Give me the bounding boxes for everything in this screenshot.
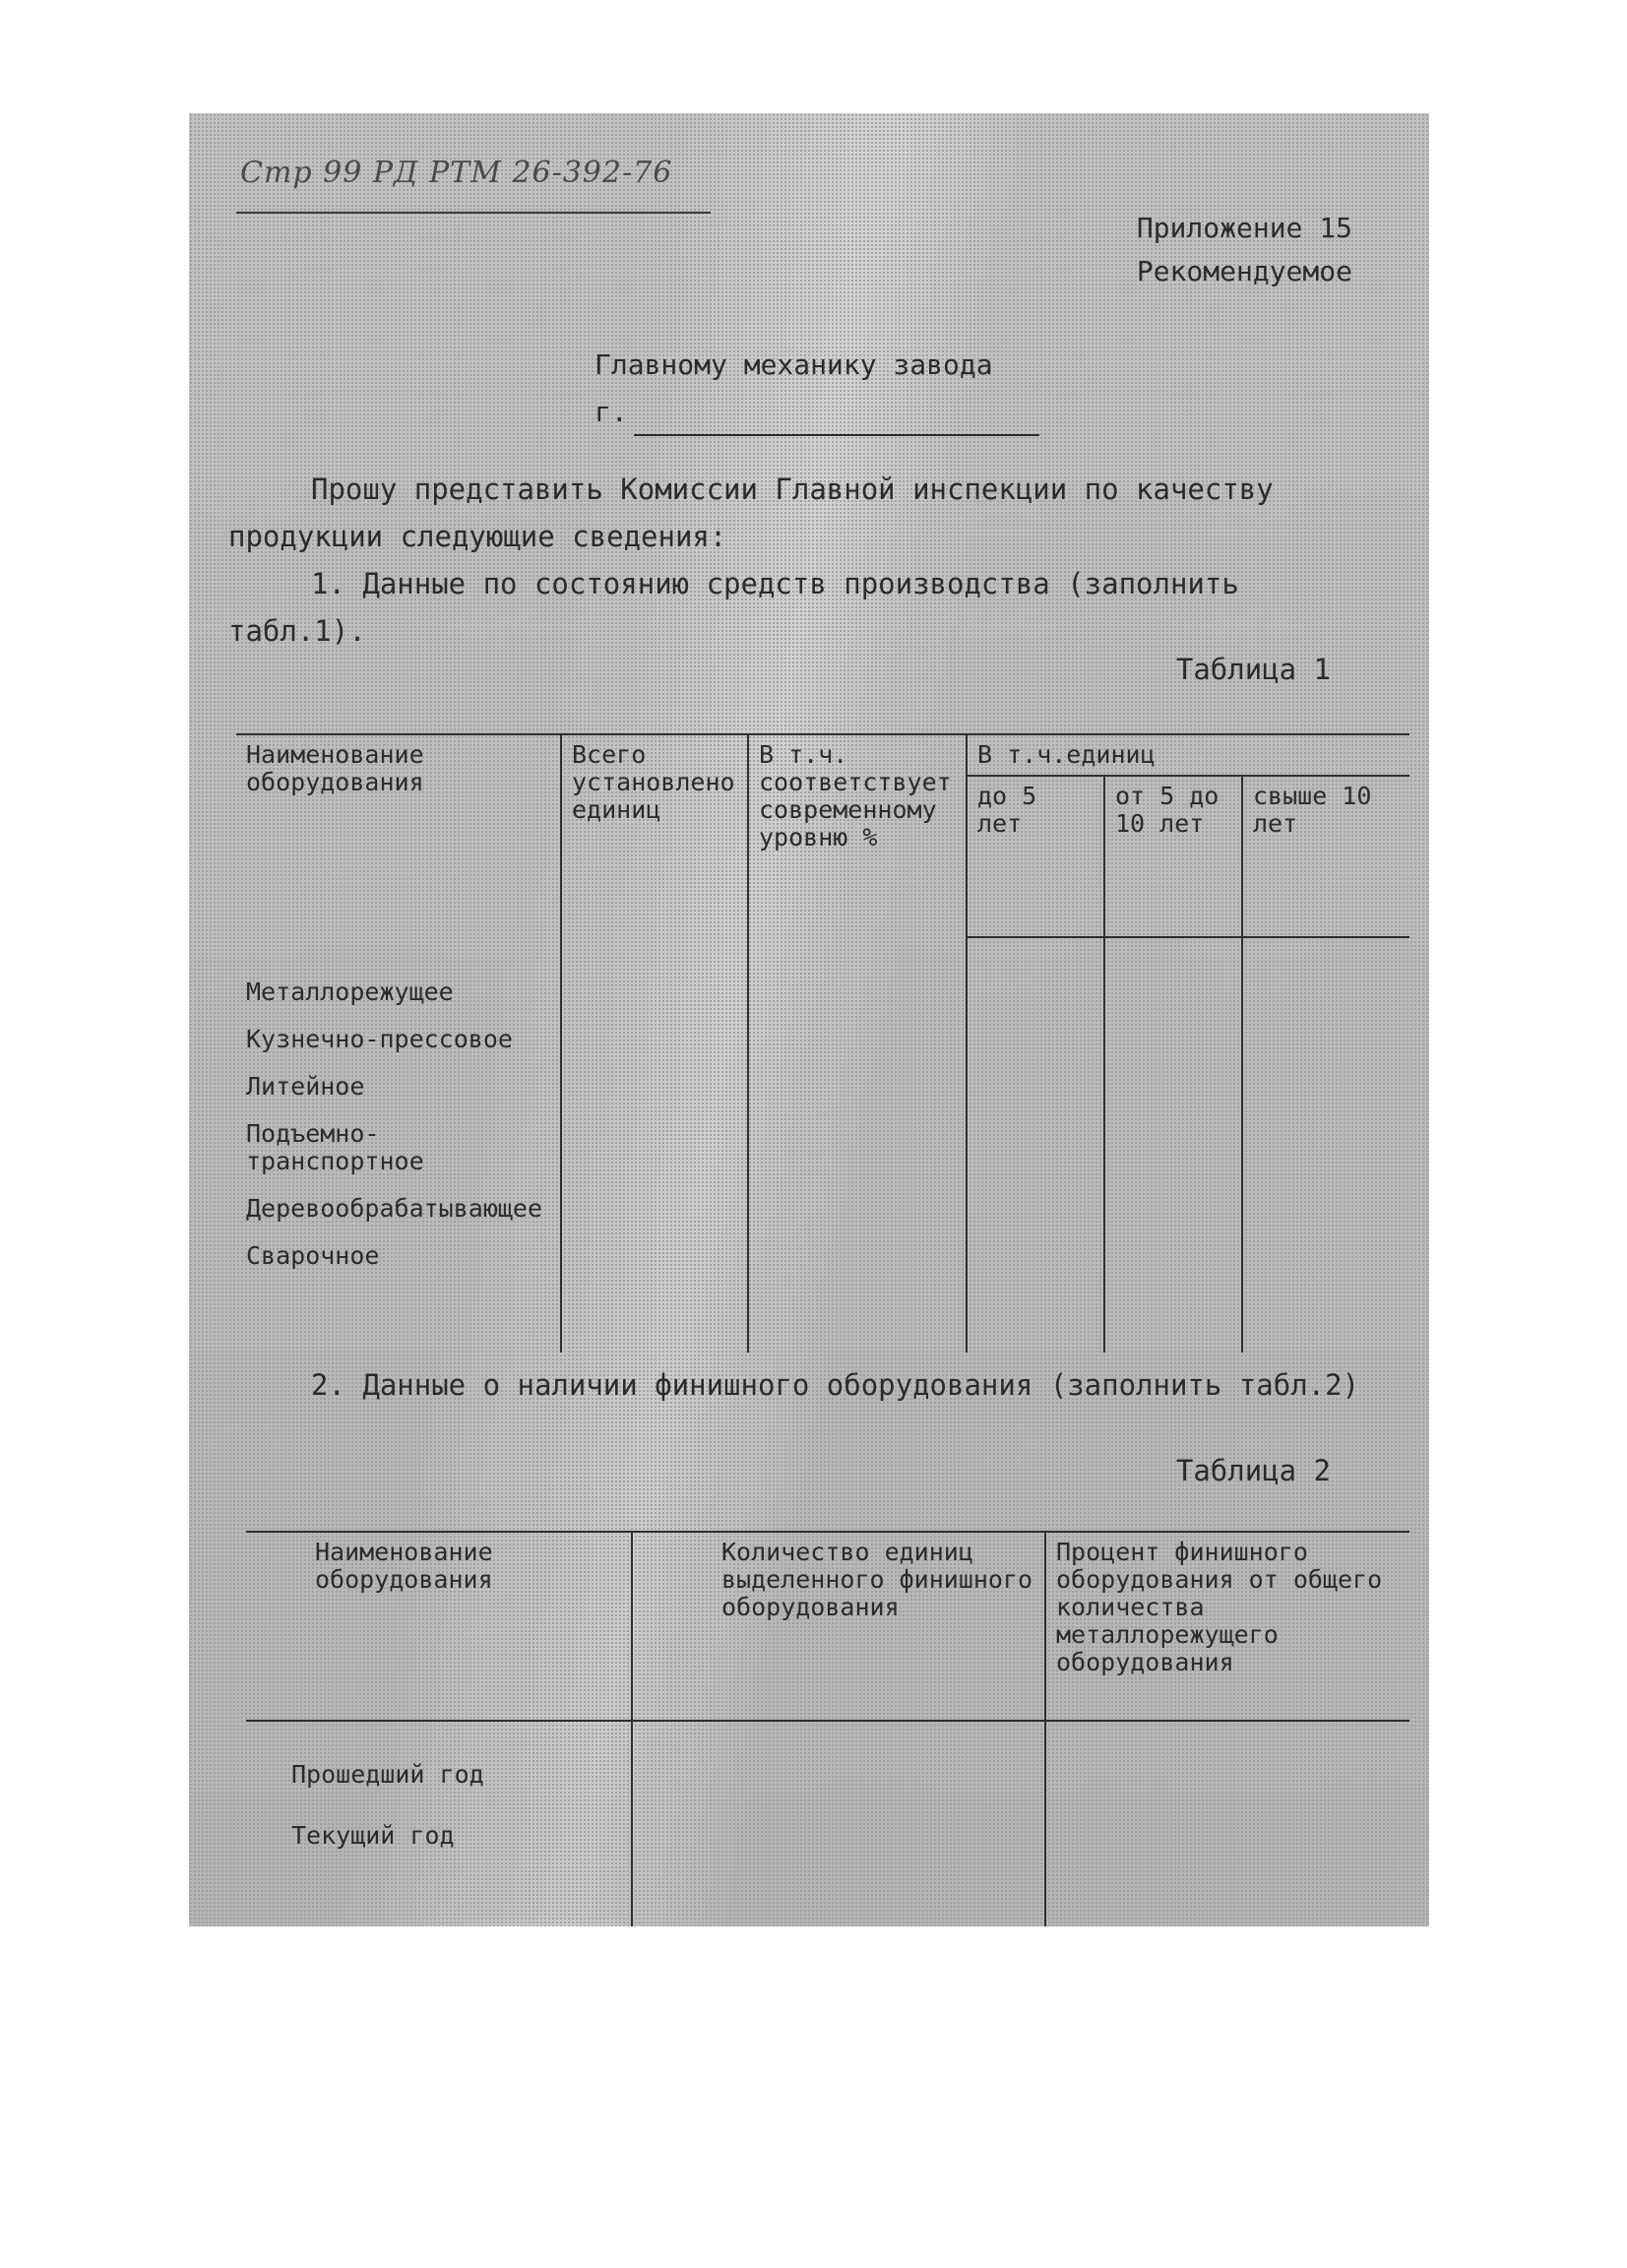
t2-header-name: Наименование оборудования [246,1532,632,1721]
table-row: Деревообрабатывающее [246,1194,543,1223]
t2-header-percent: Процент финишного оборудования от общего количества металлорежущего оборудования [1045,1532,1409,1721]
t2-cell-percent [1045,1721,1409,1926]
t1-cell-total [561,937,748,1353]
document-code: Стр 99 РД РТМ 26-392-76 [240,156,673,190]
city-prefix: г. [594,396,628,428]
t1-cell-upto5 [967,937,1104,1353]
table-row: Сварочное [246,1241,380,1270]
finishing-equipment-table [246,1531,1409,1926]
t1-header-name: Наименование оборудования [236,734,561,937]
scanned-page [189,113,1429,1926]
t2-cell-count [632,1721,1045,1926]
header-divider [236,212,711,214]
addressee-city [594,389,1039,436]
table-row: Литейное [246,1072,365,1101]
table-row: Текущий год [291,1821,455,1850]
appendix-block [1137,207,1352,293]
request-item-2-block [228,1361,1390,1409]
t1-cell-modern [748,937,967,1353]
table2-label: Таблица 2 [1175,1454,1331,1487]
request-text [228,466,1390,655]
appendix-number: Приложение 15 [1136,212,1352,244]
table-row: Металлорежущее [246,977,454,1006]
addressee-title: Главному механику завода [594,348,993,381]
t1-header-group: В т.ч.единиц [967,734,1409,776]
request-intro: Прошу представить Комиссии Главной инспекции по качеству продукции следующие сведения: [228,472,1274,553]
city-blank-line [634,405,1039,436]
equipment-state-table [236,733,1409,1353]
t1-header-upto5: до 5 лет [967,776,1104,937]
t2-header-count: Количество единиц выделенного финишного оборудования [632,1532,1045,1721]
t1-cell-5to10 [1104,937,1242,1353]
t1-header-5to10: от 5 до 10 лет [1104,776,1242,937]
addressee-block [594,342,1039,436]
t1-cell-over10 [1242,937,1409,1353]
t1-header-total: Всего установлено единиц [561,734,748,937]
table-row: Кузнечно-прессовое [246,1025,513,1053]
t1-header-modern: В т.ч. соответствует современному уровню % [748,734,967,937]
appendix-status: Рекомендуемое [1136,255,1352,287]
request-item-2: 2. Данные о наличии финишного оборудования (заполнить табл.2) [311,1368,1360,1402]
t1-row-names [236,937,561,1353]
request-item-1: 1. Данные по состоянию средств производства (заполнить табл.1). [228,567,1239,648]
table1-label: Таблица 1 [1175,653,1331,686]
table-row: Подъемно-транспортное [246,1119,424,1175]
table-row: Прошедший год [291,1760,484,1789]
t1-header-over10: свыше 10 лет [1242,776,1409,937]
t2-row-names [246,1721,632,1926]
